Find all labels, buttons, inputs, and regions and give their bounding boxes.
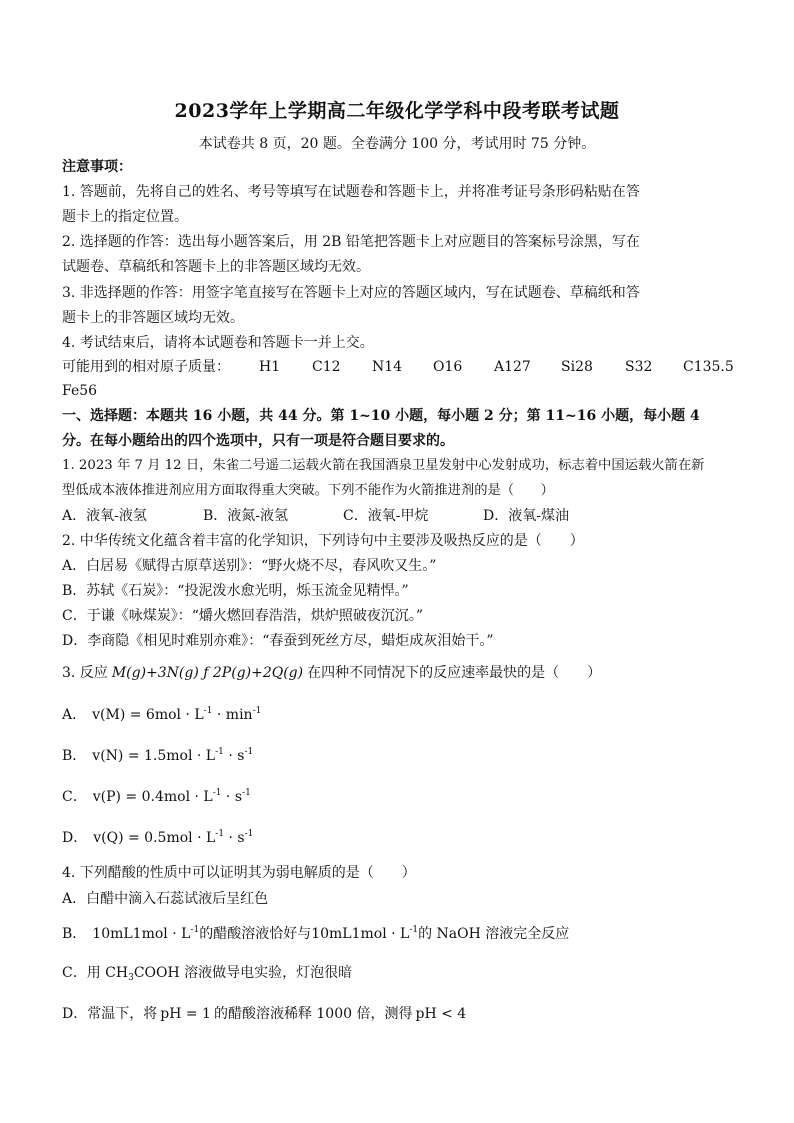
rate-unit: · min bbox=[212, 707, 253, 723]
concentration: 10mL1mol · L bbox=[92, 926, 191, 942]
reaction-equation: M(g)+3N(g) ƒ 2P(g)+2Q(g) bbox=[111, 665, 304, 681]
page-subtitle: 本试卷共 8 页，20 题。全卷满分 100 分，考试用时 75 分钟。 bbox=[198, 136, 596, 152]
option-letter: A． bbox=[62, 707, 87, 723]
notice-line: 1. 答题前，先将自己的姓名、考号等填写在试题卷和答题卡上，并将准考证号条形码粘贴在答 bbox=[62, 184, 640, 200]
atomic-mass-item: C12 bbox=[312, 359, 341, 375]
option-b: B．苏轼《石炭》：“投泥泼水愈光明，烁玉流金见精悍。” bbox=[62, 583, 409, 599]
question-3-prefix: 3. 反应 bbox=[62, 665, 108, 681]
section-heading: 一、选择题：本题共 16 小题，共 44 分。第 1~10 小题，每小题 2 分；第 11~16 小题，每小题 4 bbox=[62, 408, 700, 424]
option-letter: C． bbox=[62, 789, 87, 805]
exponent: -1 bbox=[244, 829, 254, 839]
exponent: -1 bbox=[215, 829, 225, 839]
option-text: D．常温下，将 bbox=[62, 1006, 158, 1022]
option-letter: B． bbox=[62, 748, 87, 764]
notice-heading: 注意事项： bbox=[62, 159, 132, 175]
ph-value: pH = 1 bbox=[160, 1006, 211, 1022]
question-3-stem bbox=[62, 664, 742, 682]
question-2-stem: 2. 中华传统文化蕴含着丰富的化学知识，下列诗句中主要涉及吸热反应的是（ ） bbox=[62, 533, 584, 549]
option-d: D．液氧-煤油 bbox=[483, 508, 569, 524]
atomic-mass-item: Fe56 bbox=[62, 383, 98, 399]
notice-line: 4. 考试结束后，请将本试题卷和答题卡一并上交。 bbox=[62, 335, 374, 351]
option-b bbox=[62, 925, 742, 943]
ph-value: pH < 4 bbox=[415, 1006, 467, 1022]
atomic-mass-item: N14 bbox=[372, 359, 403, 375]
question-4-stem: 4. 下列醋酸的性质中可以证明其为弱电解质的是（ ） bbox=[62, 865, 416, 881]
option-c bbox=[62, 964, 742, 982]
question-3-suffix: 在四种不同情况下的反应速率最快的是（ ） bbox=[307, 665, 602, 681]
option-letter: B． bbox=[62, 926, 87, 942]
rate-expression: v(N) = 1.5mol · L bbox=[92, 748, 216, 764]
atomic-mass-item: H1 bbox=[259, 359, 281, 375]
option-text: 的醋酸溶液稀释 1000 倍，测得 bbox=[213, 1006, 413, 1022]
atomic-mass-label: 可能用到的相对原子质量： bbox=[62, 359, 230, 375]
exponent: -1 bbox=[252, 706, 262, 716]
notice-line: 2. 选择题的作答：选出每小题答案后，用 2B 铅笔把答题卡上对应题目的答案标号涂黑，写在 bbox=[62, 234, 640, 250]
notice-line: 3. 非选择题的作答：用签字笔直接写在答题卡上对应的答题区域内，写在试题卷、草稿纸和答 bbox=[62, 285, 640, 301]
concentration: 10mL1mol · L bbox=[311, 926, 410, 942]
option-d bbox=[62, 829, 742, 847]
option-d bbox=[62, 1005, 742, 1023]
notice-line: 题卡上的非答题区域均无效。 bbox=[62, 310, 244, 326]
option-c: C．液氧-甲烷 bbox=[343, 508, 429, 524]
option-b: B．液氮-液氢 bbox=[203, 508, 289, 524]
rate-expression: v(Q) = 0.5mol · L bbox=[93, 830, 216, 846]
option-text: COOH 溶液做导电实验，灯泡很暗 bbox=[133, 965, 353, 981]
page-title: 2023学年上学期高二年级化学学科中段考联考试题 bbox=[174, 100, 620, 122]
option-b bbox=[62, 747, 742, 765]
exponent: -1 bbox=[409, 925, 419, 935]
rate-expression: v(P) = 0.4mol · L bbox=[92, 789, 213, 805]
option-text: C．用 CH bbox=[62, 965, 129, 981]
question-1-stem: 型低成本液体推进剂应用方面取得重大突破。下列不能作为火箭推进剂的是（ ） bbox=[62, 483, 554, 498]
exponent: -1 bbox=[212, 788, 222, 798]
option-text: 的醋酸溶液恰好与 bbox=[199, 926, 312, 942]
rate-unit: · s bbox=[223, 748, 245, 764]
exponent: -1 bbox=[215, 747, 224, 757]
option-letter: D． bbox=[62, 830, 88, 846]
rate-unit: · s bbox=[221, 789, 243, 805]
notice-line: 试题卷、草稿纸和答题卡上的非答题区域均无效。 bbox=[62, 259, 370, 275]
atomic-mass-item: Si28 bbox=[561, 359, 593, 375]
subscript: 3 bbox=[128, 973, 134, 983]
exponent: -1 bbox=[203, 706, 213, 716]
atomic-mass-item: S32 bbox=[625, 359, 653, 375]
rate-unit: · s bbox=[224, 830, 245, 846]
option-a: A．白居易《赋得古原草送别》：“野火烧不尽，春风吹又生。” bbox=[62, 558, 437, 574]
option-a: A．液氧-液氢 bbox=[62, 508, 147, 524]
atomic-mass-item: A127 bbox=[494, 359, 531, 375]
option-c bbox=[62, 788, 742, 806]
exponent: -1 bbox=[242, 788, 251, 798]
section-heading: 分。在每小题给出的四个选项中，只有一项是符合题目要求的。 bbox=[62, 433, 454, 449]
exponent: -1 bbox=[244, 747, 254, 757]
atomic-mass-item: C135.5 bbox=[683, 359, 734, 375]
rate-expression: v(M) = 6mol · L bbox=[92, 707, 204, 723]
option-d: D．李商隐《相见时难别亦难》：“春蚕到死丝方尽，蜡炬成灰泪始干。” bbox=[62, 633, 494, 649]
option-a: A．白醋中滴入石蕊试液后呈红色 bbox=[62, 891, 269, 907]
question-1-stem: 1. 2023 年 7 月 12 日，朱雀二号遥二运载火箭在我国酒泉卫星发射中心发射成功，标志着中国运载火箭在新 bbox=[62, 458, 705, 473]
option-text: 的 NaOH 溶液完全反应 bbox=[418, 926, 570, 942]
notice-line: 题卡上的指定位置。 bbox=[62, 209, 188, 225]
atomic-mass-item: O16 bbox=[433, 359, 463, 375]
option-c: C．于谦《咏煤炭》：“爝火燃回春浩浩，烘炉照破夜沉沉。” bbox=[62, 608, 424, 624]
option-a bbox=[62, 706, 742, 724]
exponent: -1 bbox=[190, 925, 200, 935]
